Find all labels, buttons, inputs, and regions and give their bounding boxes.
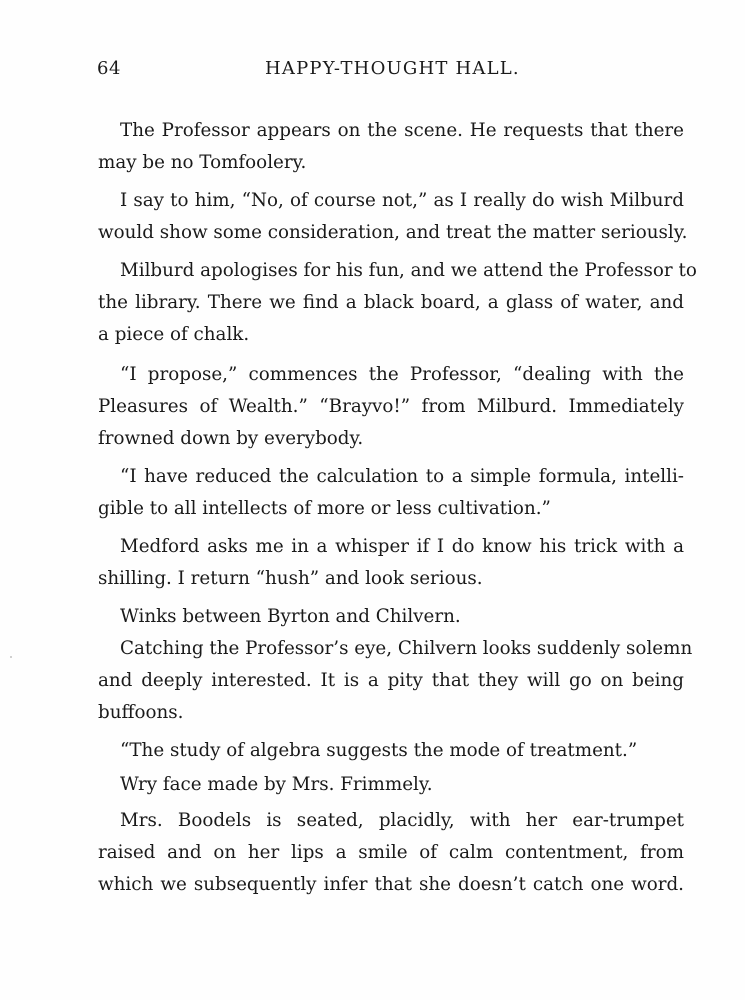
- text-line: buffoons.: [98, 702, 184, 723]
- text-line: frowned down by everybody.: [98, 428, 364, 449]
- text-line: “I propose,” commences the Professor, “dealing with the: [120, 364, 684, 385]
- page-header: [97, 58, 687, 88]
- text-line: shilling. I return “hush” and look serious.: [98, 568, 483, 589]
- text-line: a piece of chalk.: [98, 324, 250, 345]
- text-line: “The study of algebra suggests the mode of treatment.”: [120, 740, 638, 761]
- paper-speck: [10, 656, 12, 658]
- text-line: “I have reduced the calculation to a simple formula, intelli-: [120, 466, 684, 487]
- text-line: raised and on her lips a smile of calm contentment, from: [98, 842, 684, 863]
- text-line: I say to him, “No, of course not,” as I really do wish Milburd: [120, 190, 684, 211]
- text-line: Wry face made by Mrs. Frimmely.: [120, 774, 433, 795]
- text-line: gible to all intellects of more or less cultivation.”: [98, 498, 551, 519]
- text-line: Milburd apologises for his fun, and we attend the Professor to: [120, 260, 697, 281]
- text-line: and deeply interested. It is a pity that they will go on being: [98, 670, 684, 691]
- text-line: may be no Tomfoolery.: [98, 152, 307, 173]
- text-line: the library. There we find a black board, a glass of water, and: [98, 292, 684, 313]
- text-line: Pleasures of Wealth.” “Brayvo!” from Milburd. Immediately: [98, 396, 684, 417]
- text-line: Winks between Byrton and Chilvern.: [120, 606, 461, 627]
- text-line: would show some consideration, and treat the matter seriously.: [98, 222, 688, 243]
- text-line: The Professor appears on the scene. He requests that there: [120, 120, 684, 141]
- text-line: Mrs. Boodels is seated, placidly, with her ear-trumpet: [120, 810, 684, 831]
- page-number: 64: [97, 58, 121, 79]
- text-line: which we subsequently infer that she doesn’t catch one word.: [98, 874, 684, 895]
- text-line: Medford asks me in a whisper if I do know his trick with a: [120, 536, 684, 557]
- text-line: Catching the Professor’s eye, Chilvern looks suddenly solemn: [120, 638, 693, 659]
- running-title: HAPPY-THOUGHT HALL.: [265, 58, 520, 79]
